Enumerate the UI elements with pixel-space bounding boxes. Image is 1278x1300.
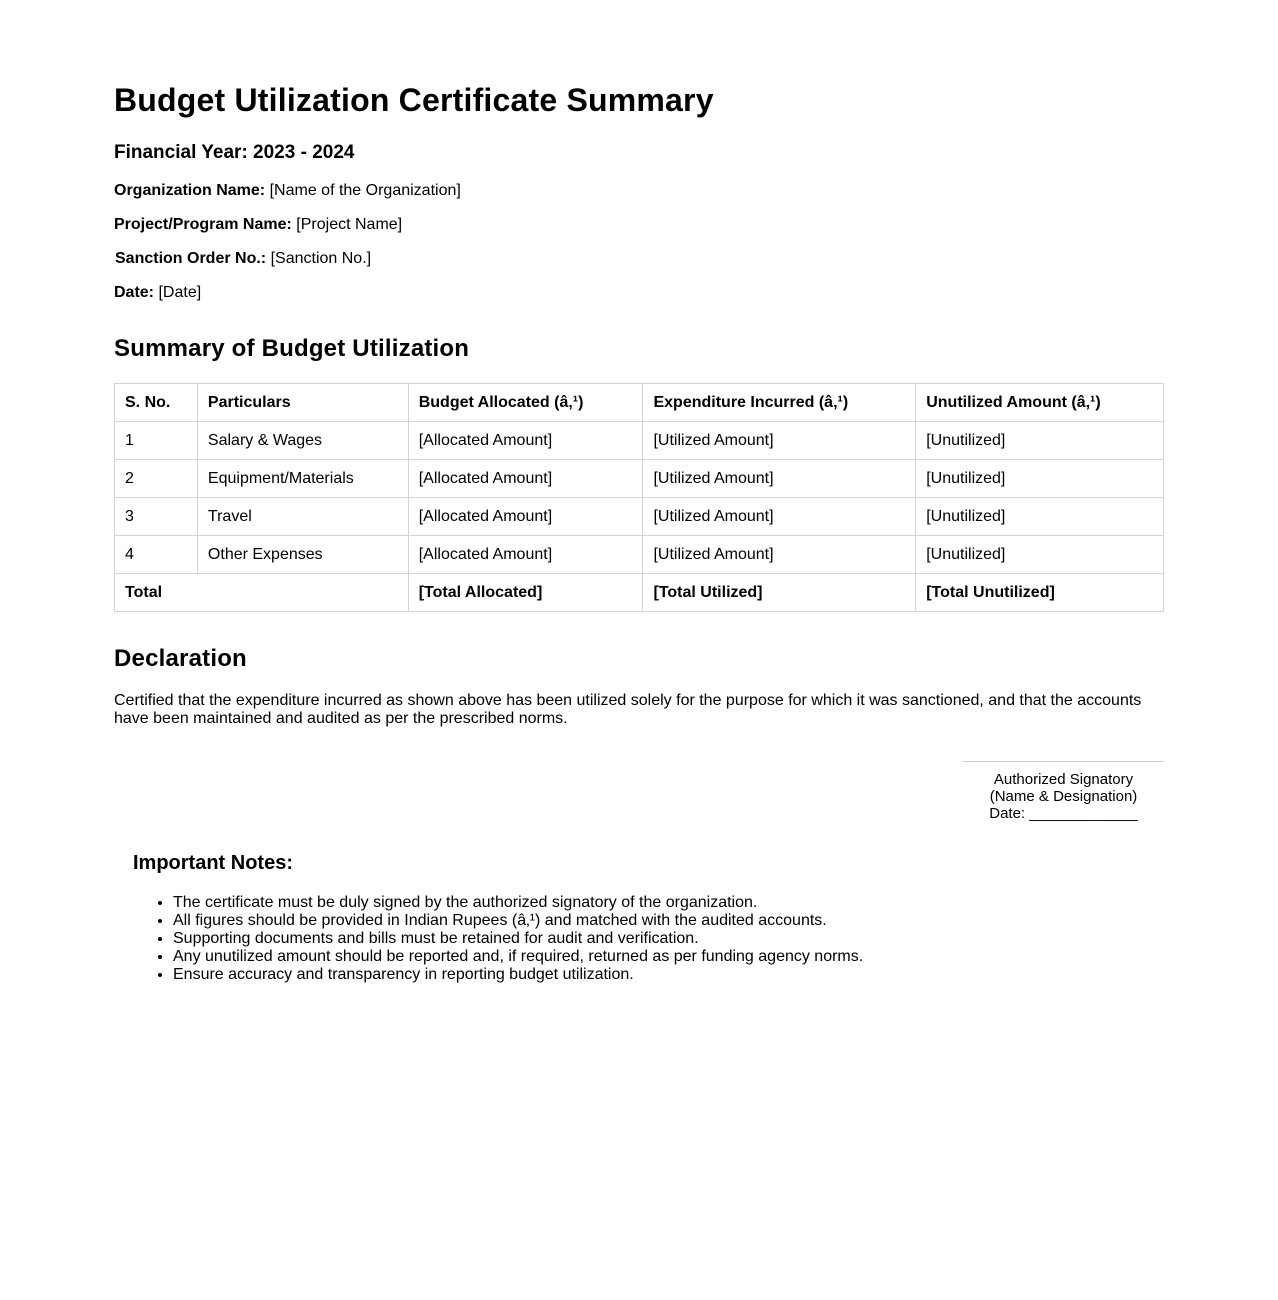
summary-heading: Summary of Budget Utilization <box>114 335 470 362</box>
field-label: Date: <box>114 284 155 301</box>
sanction-order-field <box>115 250 371 268</box>
table-row <box>115 460 1164 498</box>
budget-summary-table <box>114 383 1164 612</box>
signature-block <box>963 761 1164 822</box>
signatory-designation: (Name & Designation) <box>989 788 1138 805</box>
notes-heading: Important Notes: <box>133 852 293 874</box>
list-item: • Supporting documents and bills must be retained for audit and verification. <box>173 930 863 948</box>
financial-year: Financial Year: 2023 - 2024 <box>114 142 355 163</box>
list-item: • The certificate must be duly signed by the authorized signatory of the organization. <box>173 894 863 912</box>
cell-sno: 4 <box>115 536 198 574</box>
table-header-row <box>115 384 1164 422</box>
table-row <box>115 536 1164 574</box>
total-allocated: [Total Allocated] <box>408 574 643 612</box>
cell-allocated: [Allocated Amount] <box>408 498 643 536</box>
cell-sno: 1 <box>115 422 198 460</box>
column-header-unutilized-amount: Unutilized Amount (â‚¹) <box>916 384 1164 422</box>
page-title: Budget Utilization Certificate Summary <box>114 82 714 118</box>
cell-unutilized: [Unutilized] <box>916 536 1164 574</box>
column-header-sno: S. No. <box>115 384 198 422</box>
cell-unutilized: [Unutilized] <box>916 498 1164 536</box>
list-item: • Ensure accuracy and transparency in reporting budget utilization. <box>173 966 863 984</box>
field-value: [Project Name] <box>296 216 403 233</box>
column-header-particulars: Particulars <box>197 384 408 422</box>
cell-sno: 3 <box>115 498 198 536</box>
column-header-budget-allocated: Budget Allocated (â‚¹) <box>408 384 643 422</box>
table-total-row <box>115 574 1164 612</box>
notes-list <box>133 894 863 984</box>
declaration-heading: Declaration <box>114 645 247 672</box>
total-utilized: [Total Utilized] <box>643 574 916 612</box>
declaration-text: Certified that the expenditure incurred as shown above has been utilized solely for the purpose for which it was sanctioned, and that the accounts have been maintained and audited as per the prescribed norms. <box>114 692 1142 727</box>
cell-sno: 2 <box>115 460 198 498</box>
field-label: Project/Program Name: <box>114 216 292 233</box>
cell-particular: Salary & Wages <box>197 422 408 460</box>
column-header-expenditure-incurred: Expenditure Incurred (â‚¹) <box>643 384 916 422</box>
project-name-field <box>114 216 402 234</box>
total-label: Total <box>115 574 409 612</box>
field-value: [Sanction No.] <box>270 250 372 267</box>
cell-allocated: [Allocated Amount] <box>408 536 643 574</box>
cell-particular: Other Expenses <box>197 536 408 574</box>
table-row <box>115 498 1164 536</box>
field-value: [Date] <box>158 284 202 301</box>
cell-unutilized: [Unutilized] <box>916 460 1164 498</box>
date-field <box>114 284 201 302</box>
cell-utilized: [Utilized Amount] <box>643 536 916 574</box>
cell-particular: Equipment/Materials <box>197 460 408 498</box>
organization-name-field <box>114 182 461 200</box>
total-unutilized: [Total Unutilized] <box>916 574 1164 612</box>
field-label: Sanction Order No.: <box>115 250 267 267</box>
table-row <box>115 422 1164 460</box>
cell-allocated: [Allocated Amount] <box>408 422 643 460</box>
list-item: • Any unutilized amount should be reported and, if required, returned as per funding agency norms. <box>173 948 863 966</box>
cell-allocated: [Allocated Amount] <box>408 460 643 498</box>
signatory-title: Authorized Signatory <box>993 771 1134 788</box>
cell-utilized: [Utilized Amount] <box>643 498 916 536</box>
cell-unutilized: [Unutilized] <box>916 422 1164 460</box>
cell-utilized: [Utilized Amount] <box>643 460 916 498</box>
list-item: • All figures should be provided in Indian Rupees (â‚¹) and matched with the audited accounts. <box>173 912 863 930</box>
cell-particular: Travel <box>197 498 408 536</box>
signature-date: Date: _____________ <box>989 805 1138 822</box>
field-label: Organization Name: <box>114 182 266 199</box>
cell-utilized: [Utilized Amount] <box>643 422 916 460</box>
field-value: [Name of the Organization] <box>269 182 461 199</box>
